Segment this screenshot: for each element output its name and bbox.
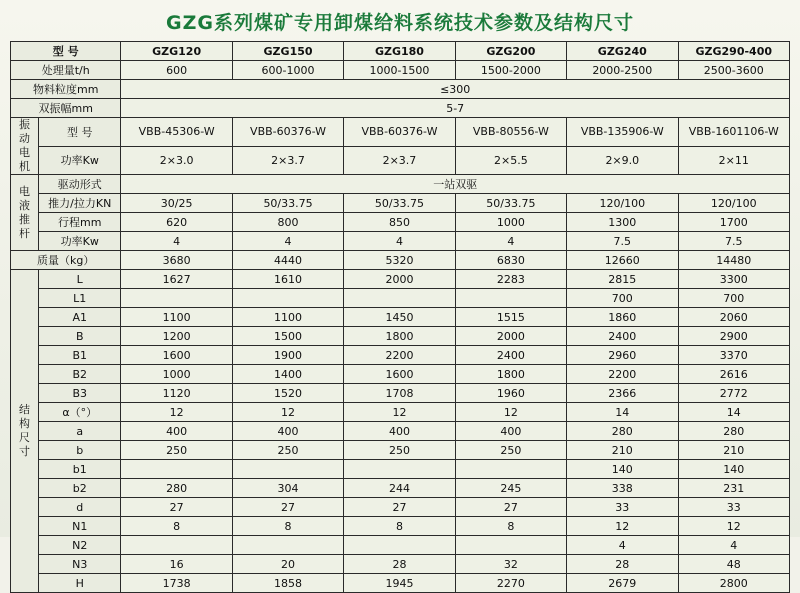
b1-1 — [121, 460, 232, 479]
row-label-B2: B2 — [39, 365, 121, 384]
stroke-2: 800 — [232, 213, 343, 232]
A1-1: 1100 — [121, 308, 232, 327]
L1-4 — [455, 289, 566, 308]
table-row-struct-a — [11, 422, 790, 441]
table-row-capacity — [11, 61, 790, 80]
table-row-struct-B — [11, 327, 790, 346]
mass-4: 6830 — [455, 251, 566, 270]
header-model-5: GZG240 — [567, 42, 678, 61]
L1-5: 700 — [567, 289, 678, 308]
N2-1 — [121, 536, 232, 555]
alpha-4: 12 — [455, 403, 566, 422]
drive-type-value: 一站双驱 — [121, 175, 790, 194]
thrust-4: 50/33.75 — [455, 194, 566, 213]
B2-2: 1400 — [232, 365, 343, 384]
B3-1: 1120 — [121, 384, 232, 403]
table-row-struct-b — [11, 441, 790, 460]
vibromotor-power-2: 2×3.7 — [232, 146, 343, 175]
N1-4: 8 — [455, 517, 566, 536]
a-2: 400 — [232, 422, 343, 441]
row-label-B3: B3 — [39, 384, 121, 403]
table-row-struct-B2 — [11, 365, 790, 384]
b2-4: 245 — [455, 479, 566, 498]
row-label-N1: N1 — [39, 517, 121, 536]
B3-4: 1960 — [455, 384, 566, 403]
header-model-2: GZG150 — [232, 42, 343, 61]
B3-6: 2772 — [678, 384, 789, 403]
capacity-2: 600-1000 — [232, 61, 343, 80]
N2-6: 4 — [678, 536, 789, 555]
B2-4: 1800 — [455, 365, 566, 384]
row-label-H: H — [39, 574, 121, 593]
d-1: 27 — [121, 498, 232, 517]
thrust-2: 50/33.75 — [232, 194, 343, 213]
L-1: 1627 — [121, 270, 232, 289]
H-2: 1858 — [232, 574, 343, 593]
table-row-struct-b2 — [11, 479, 790, 498]
table-row-struct-B3 — [11, 384, 790, 403]
spec-table — [10, 41, 790, 593]
H-5: 2679 — [567, 574, 678, 593]
table-row-struct-L1 — [11, 289, 790, 308]
B2-1: 1000 — [121, 365, 232, 384]
side-label-vibromotor-text: 振动电机 — [19, 118, 31, 173]
b1-3 — [344, 460, 455, 479]
table-row-struct-d — [11, 498, 790, 517]
table-row-struct-A1 — [11, 308, 790, 327]
row-label-alpha: α（°） — [39, 403, 121, 422]
B2-3: 1600 — [344, 365, 455, 384]
A1-3: 1450 — [344, 308, 455, 327]
vibromotor-power-3: 2×3.7 — [344, 146, 455, 175]
A1-5: 1860 — [567, 308, 678, 327]
L1-6: 700 — [678, 289, 789, 308]
vibromotor-power-1: 2×3.0 — [121, 146, 232, 175]
table-row-vibromotor-power — [11, 146, 790, 175]
stroke-5: 1300 — [567, 213, 678, 232]
B1-1: 1600 — [121, 346, 232, 365]
H-3: 1945 — [344, 574, 455, 593]
capacity-3: 1000-1500 — [344, 61, 455, 80]
amplitude-value: 5-7 — [121, 99, 790, 118]
capacity-6: 2500-3600 — [678, 61, 789, 80]
N3-4: 32 — [455, 555, 566, 574]
table-row-struct-N3 — [11, 555, 790, 574]
side-label-hydraulic-text: 电液推杆 — [19, 184, 31, 240]
b-4: 250 — [455, 441, 566, 460]
row-label-mass: 质量（kg） — [11, 251, 121, 270]
A1-4: 1515 — [455, 308, 566, 327]
N3-5: 28 — [567, 555, 678, 574]
hydraulic-power-4: 4 — [455, 232, 566, 251]
page-title: GZG系列煤矿专用卸煤给料系统技术参数及结构尺寸 — [166, 12, 634, 34]
header-model-6: GZG290-400 — [678, 42, 789, 61]
mass-1: 3680 — [121, 251, 232, 270]
capacity-4: 1500-2000 — [455, 61, 566, 80]
mass-3: 5320 — [344, 251, 455, 270]
H-4: 2270 — [455, 574, 566, 593]
row-label-a: a — [39, 422, 121, 441]
N2-4 — [455, 536, 566, 555]
table-row-mass — [11, 251, 790, 270]
b1-5: 140 — [567, 460, 678, 479]
row-label-stroke: 行程mm — [39, 213, 121, 232]
thrust-1: 30/25 — [121, 194, 232, 213]
N1-1: 8 — [121, 517, 232, 536]
table-row-struct-H — [11, 574, 790, 593]
b2-6: 231 — [678, 479, 789, 498]
alpha-6: 14 — [678, 403, 789, 422]
N1-3: 8 — [344, 517, 455, 536]
N1-2: 8 — [232, 517, 343, 536]
table-row-stroke — [11, 213, 790, 232]
header-model-4: GZG200 — [455, 42, 566, 61]
d-3: 27 — [344, 498, 455, 517]
d-5: 33 — [567, 498, 678, 517]
thrust-3: 50/33.75 — [344, 194, 455, 213]
stroke-1: 620 — [121, 213, 232, 232]
table-row-struct-alpha — [11, 403, 790, 422]
d-4: 27 — [455, 498, 566, 517]
row-label-vibromotor-model: 型 号 — [39, 118, 121, 147]
vibromotor-model-6: VBB-1601106-W — [678, 118, 789, 147]
row-label-L1: L1 — [39, 289, 121, 308]
row-label-N2: N2 — [39, 536, 121, 555]
stroke-4: 1000 — [455, 213, 566, 232]
mass-2: 4440 — [232, 251, 343, 270]
capacity-5: 2000-2500 — [567, 61, 678, 80]
L1-1 — [121, 289, 232, 308]
stroke-3: 850 — [344, 213, 455, 232]
row-label-N3: N3 — [39, 555, 121, 574]
N3-2: 20 — [232, 555, 343, 574]
row-label-b2: b2 — [39, 479, 121, 498]
side-label-structure-text: 结构尺寸 — [19, 403, 31, 458]
row-label-hydraulic-power: 功率Kw — [39, 232, 121, 251]
table-row-struct-L — [11, 270, 790, 289]
table-row-struct-N2 — [11, 536, 790, 555]
b1-6: 140 — [678, 460, 789, 479]
thrust-5: 120/100 — [567, 194, 678, 213]
b-3: 250 — [344, 441, 455, 460]
b2-3: 244 — [344, 479, 455, 498]
row-label-B1: B1 — [39, 346, 121, 365]
header-model-label: 型 号 — [11, 42, 121, 61]
B3-5: 2366 — [567, 384, 678, 403]
alpha-1: 12 — [121, 403, 232, 422]
row-label-L: L — [39, 270, 121, 289]
row-label-B: B — [39, 327, 121, 346]
B1-6: 3370 — [678, 346, 789, 365]
table-row-struct-b1 — [11, 460, 790, 479]
N3-1: 16 — [121, 555, 232, 574]
side-label-structure — [11, 270, 39, 593]
a-6: 280 — [678, 422, 789, 441]
B-3: 1800 — [344, 327, 455, 346]
d-2: 27 — [232, 498, 343, 517]
d-6: 33 — [678, 498, 789, 517]
thrust-6: 120/100 — [678, 194, 789, 213]
B-5: 2400 — [567, 327, 678, 346]
b-5: 210 — [567, 441, 678, 460]
alpha-5: 14 — [567, 403, 678, 422]
table-row-drive-type — [11, 175, 790, 194]
vibromotor-model-3: VBB-60376-W — [344, 118, 455, 147]
L1-2 — [232, 289, 343, 308]
N3-6: 48 — [678, 555, 789, 574]
a-5: 280 — [567, 422, 678, 441]
H-6: 2800 — [678, 574, 789, 593]
B1-4: 2400 — [455, 346, 566, 365]
N2-5: 4 — [567, 536, 678, 555]
row-label-A1: A1 — [39, 308, 121, 327]
B3-2: 1520 — [232, 384, 343, 403]
table-row-struct-B1 — [11, 346, 790, 365]
B3-3: 1708 — [344, 384, 455, 403]
a-3: 400 — [344, 422, 455, 441]
granularity-value: ≤300 — [121, 80, 790, 99]
vibromotor-power-5: 2×9.0 — [567, 146, 678, 175]
b2-2: 304 — [232, 479, 343, 498]
table-row-hydraulic-power — [11, 232, 790, 251]
L-4: 2283 — [455, 270, 566, 289]
row-label-d: d — [39, 498, 121, 517]
B-2: 1500 — [232, 327, 343, 346]
row-label-b: b — [39, 441, 121, 460]
side-label-vibromotor — [11, 118, 39, 175]
B2-5: 2200 — [567, 365, 678, 384]
N1-6: 12 — [678, 517, 789, 536]
hydraulic-power-1: 4 — [121, 232, 232, 251]
row-label-vibromotor-power: 功率Kw — [39, 146, 121, 175]
B1-5: 2960 — [567, 346, 678, 365]
b2-1: 280 — [121, 479, 232, 498]
b-6: 210 — [678, 441, 789, 460]
b-2: 250 — [232, 441, 343, 460]
B1-3: 2200 — [344, 346, 455, 365]
hydraulic-power-2: 4 — [232, 232, 343, 251]
hydraulic-power-3: 4 — [344, 232, 455, 251]
vibromotor-model-4: VBB-80556-W — [455, 118, 566, 147]
table-row-thrust — [11, 194, 790, 213]
alpha-3: 12 — [344, 403, 455, 422]
row-label-capacity: 处理量t/h — [11, 61, 121, 80]
H-1: 1738 — [121, 574, 232, 593]
L-6: 3300 — [678, 270, 789, 289]
table-row-vibromotor-model — [11, 118, 790, 147]
L-3: 2000 — [344, 270, 455, 289]
A1-6: 2060 — [678, 308, 789, 327]
b2-5: 338 — [567, 479, 678, 498]
L-2: 1610 — [232, 270, 343, 289]
hydraulic-power-6: 7.5 — [678, 232, 789, 251]
a-1: 400 — [121, 422, 232, 441]
row-label-drive-type: 驱动形式 — [39, 175, 121, 194]
table-row-granularity — [11, 80, 790, 99]
b1-2 — [232, 460, 343, 479]
table-row-struct-N1 — [11, 517, 790, 536]
N3-3: 28 — [344, 555, 455, 574]
N2-3 — [344, 536, 455, 555]
row-label-granularity: 物料粒度mm — [11, 80, 121, 99]
table-row-amplitude — [11, 99, 790, 118]
B-1: 1200 — [121, 327, 232, 346]
vibromotor-model-5: VBB-135906-W — [567, 118, 678, 147]
B-4: 2000 — [455, 327, 566, 346]
capacity-1: 600 — [121, 61, 232, 80]
B-6: 2900 — [678, 327, 789, 346]
stroke-6: 1700 — [678, 213, 789, 232]
B1-2: 1900 — [232, 346, 343, 365]
N1-5: 12 — [567, 517, 678, 536]
row-label-amplitude: 双振幅mm — [11, 99, 121, 118]
row-label-thrust: 推力/拉力KN — [39, 194, 121, 213]
alpha-2: 12 — [232, 403, 343, 422]
table-row-header — [11, 42, 790, 61]
vibromotor-power-6: 2×11 — [678, 146, 789, 175]
hydraulic-power-5: 7.5 — [567, 232, 678, 251]
side-label-hydraulic — [11, 175, 39, 251]
a-4: 400 — [455, 422, 566, 441]
mass-6: 14480 — [678, 251, 789, 270]
vibromotor-model-1: VBB-45306-W — [121, 118, 232, 147]
mass-5: 12660 — [567, 251, 678, 270]
vibromotor-model-2: VBB-60376-W — [232, 118, 343, 147]
B2-6: 2616 — [678, 365, 789, 384]
vibromotor-power-4: 2×5.5 — [455, 146, 566, 175]
L-5: 2815 — [567, 270, 678, 289]
b-1: 250 — [121, 441, 232, 460]
row-label-b1: b1 — [39, 460, 121, 479]
header-model-3: GZG180 — [344, 42, 455, 61]
A1-2: 1100 — [232, 308, 343, 327]
N2-2 — [232, 536, 343, 555]
b1-4 — [455, 460, 566, 479]
header-model-1: GZG120 — [121, 42, 232, 61]
L1-3 — [344, 289, 455, 308]
